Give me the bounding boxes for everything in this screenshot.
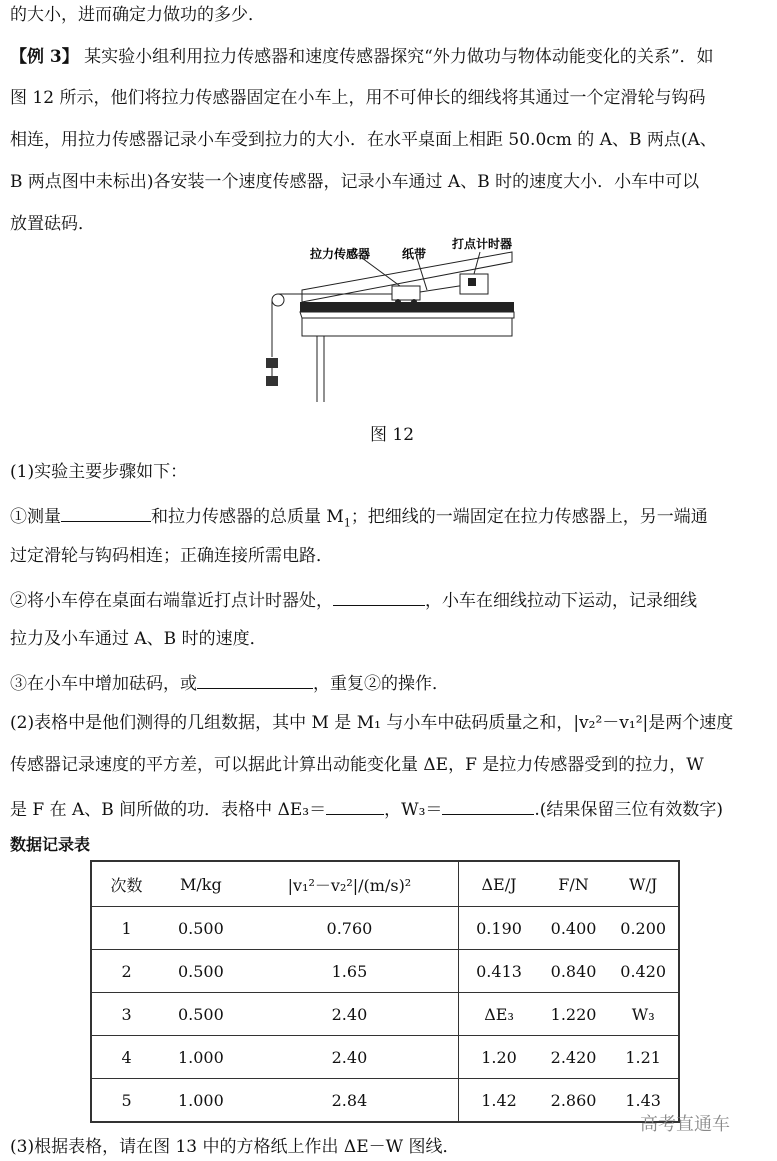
answer-blank-3[interactable] — [197, 670, 313, 689]
text-line-6: 放置砝码． — [10, 214, 95, 234]
watermark: 高考直通车 — [640, 1114, 730, 1135]
table-cell: 0.420 — [608, 950, 679, 993]
table-cell: 1.000 — [161, 1036, 240, 1079]
step-1-sub: 1 — [343, 516, 351, 530]
fig-label-timer: 打点计时器 — [452, 237, 513, 251]
text-line-5: B 两点图中未标出)各安装一个速度传感器，记录小车通过 A、B 时的速度大小．小车中可以 — [10, 172, 700, 192]
step-1-line-2: 过定滑轮与钩码相连；正确连接所需电路． — [10, 546, 333, 566]
table-header-cell: M/kg — [161, 861, 240, 907]
question-2-text-a: 是 F 在 A、B 间所做的功．表格中 ΔE₃＝ — [10, 800, 327, 820]
data-table — [90, 860, 680, 1123]
table-cell: 5 — [91, 1079, 161, 1123]
table-cell: W₃ — [608, 993, 679, 1036]
step-1-text-c: ；把细线的一端固定在拉力传感器上，另一端通 — [350, 507, 708, 527]
table-cell: 0.500 — [161, 907, 240, 950]
table-cell: 2.84 — [241, 1079, 459, 1123]
table-cell: 0.413 — [459, 950, 539, 993]
table-header-cell: ΔE/J — [459, 861, 539, 907]
cart — [392, 286, 420, 300]
table-row — [91, 1036, 679, 1079]
question-3-line: (3)根据表格，请在图 13 中的方格纸上作出 ΔE－W 图线． — [10, 1137, 460, 1157]
step-2-text-b: ，小车在细线拉动下运动，记录细线 — [425, 591, 697, 611]
experiment-figure — [262, 232, 524, 412]
step-1-text-b: 和拉力传感器的总质量 M — [151, 507, 344, 527]
step-2-line-2: 拉力及小车通过 A、B 时的速度． — [10, 629, 267, 649]
table-cell: ΔE₃ — [459, 993, 539, 1036]
table-cell: 3 — [91, 993, 161, 1036]
table-cell: 2.860 — [539, 1079, 609, 1123]
answer-blank-w3[interactable] — [442, 796, 534, 815]
table-cell: 0.400 — [539, 907, 609, 950]
step-2-text-a: ②将小车停在桌面右端靠近打点计时器处， — [10, 591, 333, 611]
timer-part — [468, 278, 476, 286]
table-header-cell: W/J — [608, 861, 679, 907]
table-row — [91, 1079, 679, 1123]
table-header-row — [91, 861, 679, 907]
table-header-cell: F/N — [539, 861, 609, 907]
table-cell: 1.21 — [608, 1036, 679, 1079]
table-cell: 1 — [91, 907, 161, 950]
table-cell: 1.20 — [459, 1036, 539, 1079]
question-2-line-1: (2)表格中是他们测得的几组数据，其中 M 是 M₁ 与小车中砝码质量之和，|v₂²－v₁²|是两个速度 — [10, 713, 734, 733]
table-front — [302, 318, 512, 336]
table-edge — [300, 312, 514, 318]
table-row — [91, 907, 679, 950]
table-cell: 0.840 — [539, 950, 609, 993]
table-cell: 2.40 — [241, 1036, 459, 1079]
answer-blank-1[interactable] — [61, 503, 151, 522]
pulley — [272, 294, 284, 306]
table-row — [91, 993, 679, 1036]
step-2-line — [10, 587, 697, 612]
answer-blank-2[interactable] — [333, 587, 425, 606]
table-cell: 2.40 — [241, 993, 459, 1036]
table-track — [300, 302, 514, 312]
hook-weight — [266, 358, 278, 368]
answer-blank-de3[interactable] — [326, 796, 384, 815]
table-header-cell: |v₁²－v₂²|/(m/s)² — [241, 861, 459, 907]
table-title: 数据记录表 — [10, 835, 91, 854]
fig-label-tape: 纸带 — [402, 247, 427, 261]
table-cell: 0.760 — [241, 907, 459, 950]
figure-caption: 图 12 — [370, 425, 415, 445]
text-line-3: 图 12 所示，他们将拉力传感器固定在小车上，用不可伸长的细线将其通过一个定滑轮与钩码 — [10, 88, 706, 108]
table-cell: 0.190 — [459, 907, 539, 950]
apparatus-diagram — [262, 232, 524, 412]
question-2-text-b: ，W₃＝ — [384, 800, 443, 820]
table-cell: 0.500 — [161, 950, 240, 993]
table-cell: 2 — [91, 950, 161, 993]
table-cell: 1.000 — [161, 1079, 240, 1123]
text-line-1: 的大小，进而确定力做功的多少． — [10, 5, 265, 25]
step-3-text-a: ③在小车中增加砝码，或 — [10, 674, 197, 694]
text-line-4: 相连，用拉力传感器记录小车受到拉力的大小．在水平桌面上相距 50.0cm 的 A、B 两点(A、 — [10, 130, 717, 150]
cart-wheel — [411, 299, 417, 305]
table-cell: 1.43 — [608, 1079, 679, 1123]
question-2-line-3 — [10, 796, 723, 821]
table-cell: 0.200 — [608, 907, 679, 950]
table-cell: 1.65 — [241, 950, 459, 993]
table-cell: 1.42 — [459, 1079, 539, 1123]
table-row — [91, 950, 679, 993]
step-1-line — [10, 503, 708, 528]
table-cell: 4 — [91, 1036, 161, 1079]
question-2-line-2: 传感器记录速度的平方差，可以据此计算出动能变化量 ΔE，F 是拉力传感器受到的拉力，W — [10, 755, 704, 775]
table-cell: 0.500 — [161, 993, 240, 1036]
steps-heading: (1)实验主要步骤如下： — [10, 462, 188, 482]
example-tag: 【例 3】 — [10, 47, 79, 67]
step-3-text-b: ，重复②的操作． — [313, 674, 449, 694]
table-header-cell: 次数 — [91, 861, 161, 907]
question-2-text-c: .(结果保留三位有效数字) — [534, 800, 724, 820]
table-cell: 1.220 — [539, 993, 609, 1036]
example-intro-line — [10, 46, 714, 68]
example-text: 某实验小组利用拉力传感器和速度传感器探究“外力做功与物体动能变化的关系”．如 — [78, 47, 714, 67]
table-cell: 2.420 — [539, 1036, 609, 1079]
fig-label-sensor: 拉力传感器 — [310, 247, 371, 261]
step-3-line — [10, 670, 449, 695]
cart-wheel — [395, 299, 401, 305]
hook-weight — [266, 376, 278, 386]
step-1-text-a: ①测量 — [10, 507, 61, 527]
